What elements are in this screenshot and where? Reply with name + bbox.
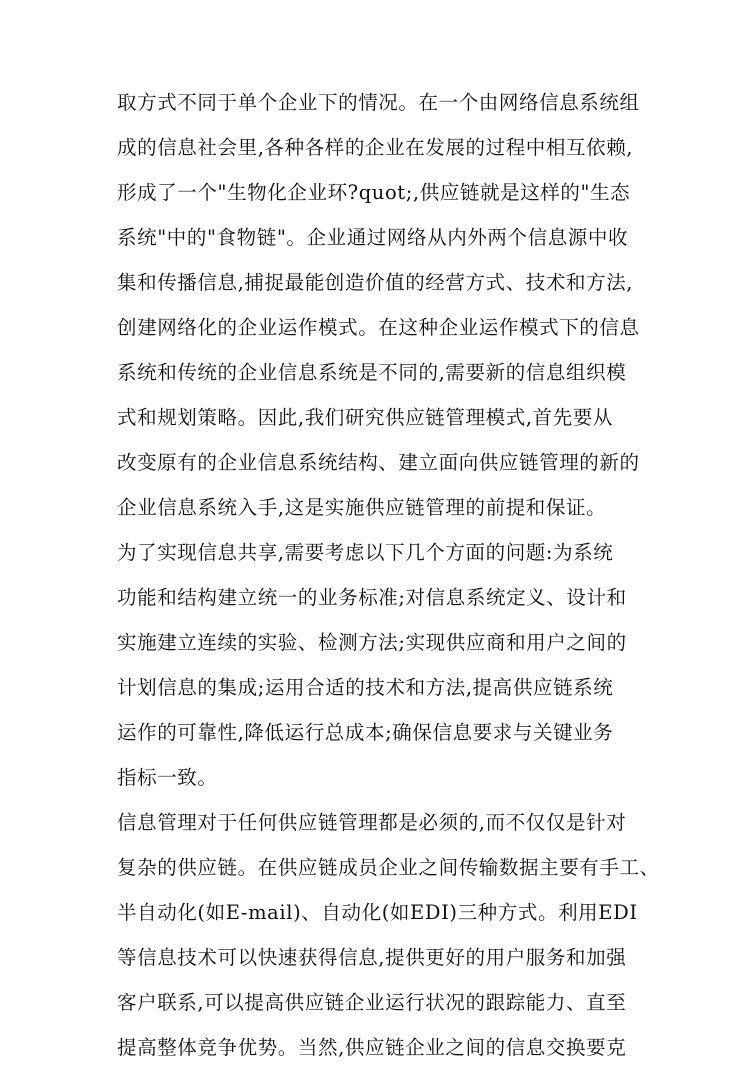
text-line: 式和规划策略。因此,我们研究供应链管理模式,首先要从 — [117, 406, 613, 429]
text-line: 企业信息系统入手,这是实施供应链管理的前提和保证。 — [117, 496, 607, 519]
text-line: 形成了一个"生物化企业环?quot;,供应链就是这样的"生态 — [117, 181, 631, 204]
text-line: 创建网络化的企业运作模式。在这种企业运作模式下的信息 — [117, 316, 640, 339]
text-line: 半自动化(如E-mail)、自动化(如EDI)三种方式。利用EDI — [117, 901, 638, 924]
text-line: 复杂的供应链。在供应链成员企业之间传输数据主要有手工、 — [117, 856, 660, 879]
text-line: 取方式不同于单个企业下的情况。在一个由网络信息系统组 — [117, 91, 640, 114]
text-line: 等信息技术可以快速获得信息,提供更好的用户服务和加强 — [117, 946, 627, 969]
text-line: 计划信息的集成;运用合适的技术和方法,提高供应链系统 — [117, 676, 614, 699]
text-line: 指标一致。 — [117, 766, 218, 789]
text-line: 功能和结构建立统一的业务标准;对信息系统定义、设计和 — [117, 586, 627, 609]
text-line: 运作的可靠性,降低运行总成本;确保信息要求与关键业务 — [117, 721, 614, 744]
text-line: 信息管理对于任何供应链管理都是必须的,而不仅仅是针对 — [117, 811, 627, 834]
text-line: 提高整体竞争优势。当然,供应链企业之间的信息交换要克 — [117, 1036, 627, 1059]
text-line: 客户联系,可以提高供应链企业运行状况的跟踪能力、直至 — [117, 991, 627, 1014]
text-line: 系统"中的"食物链"。企业通过网络从内外两个信息源中收 — [117, 226, 629, 249]
text-line: 系统和传统的企业信息系统是不同的,需要新的信息组织模 — [117, 361, 627, 384]
text-line: 集和传播信息,捕捉最能创造价值的经营方式、技术和方法, — [117, 271, 634, 294]
text-line: 实施建立连续的实验、检测方法;实现供应商和用户之间的 — [117, 631, 627, 654]
text-line: 为了实现信息共享,需要考虑以下几个方面的问题:为系统 — [117, 541, 614, 564]
text-line: 成的信息社会里,各种各样的企业在发展的过程中相互依赖, — [117, 136, 634, 159]
text-line: 改变原有的企业信息系统结构、建立面向供应链管理的新的 — [117, 451, 640, 474]
